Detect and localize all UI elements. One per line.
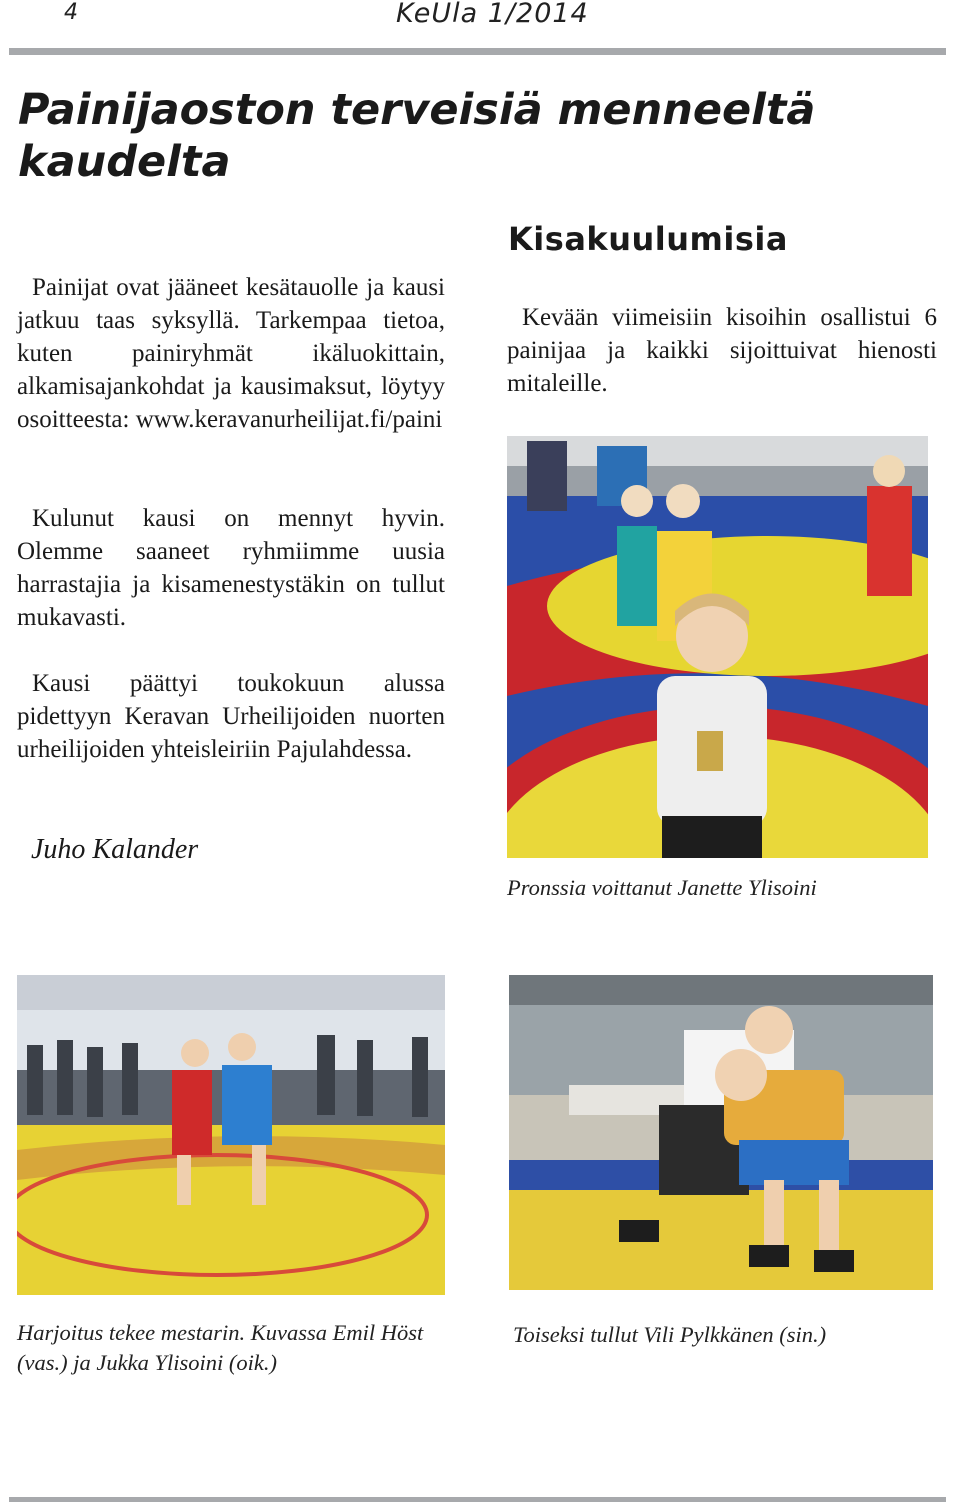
sidebar-text: Kevään viimeisiin kisoihin osallistui 6 painijaa ja kaikki sijoittuivat hienosti mitaleille.	[507, 304, 937, 397]
medal-winner-caption: Pronssia voittanut Janette Ylisoini	[507, 875, 817, 900]
article-title: Painijaoston terveisiä menneeltä kaudelta	[18, 85, 816, 187]
practice-photo	[17, 975, 445, 1295]
article-author: Juho Kalander	[31, 834, 199, 865]
medal-winner-photo	[507, 436, 928, 858]
second-place-caption: Toiseksi tullut Vili Pylkkänen (sin.)	[513, 1322, 827, 1347]
footer-rule	[9, 1497, 946, 1502]
practice-caption: Harjoitus tekee mestarin. Kuvassa Emil Höst (vas.) ja Jukka Ylisoini (oik.)	[17, 1320, 424, 1375]
second-place-photo	[509, 975, 933, 1290]
publication-title: KeUla 1/2014	[396, 0, 589, 29]
article-paragraph-3: Kausi päättyi toukokuun alussa pidettyyn Keravan Urheilijoiden nuorten urheilijoiden yhteisleiriin Pajulahdessa.	[17, 670, 445, 763]
sidebar-heading: Kisakuulumisia	[508, 220, 788, 258]
page-number: 4	[64, 0, 78, 25]
article-paragraph-2: Kulunut kausi on mennyt hyvin. Olemme saaneet ryhmiimme uusia harrastajia ja kisamenestystäkin on tullut mukavasti.	[17, 505, 445, 631]
article-paragraph-1: Painijat ovat jääneet kesätauolle ja kausi jatkuu taas syksyllä. Tarkempaa tietoa, kuten painiryhmät ikäluokittain, alkamisajankohdat ja kausimaksut, löytyy osoitteesta: www.keravanurheilijat.fi/paini	[17, 274, 445, 433]
header-rule	[9, 48, 946, 55]
